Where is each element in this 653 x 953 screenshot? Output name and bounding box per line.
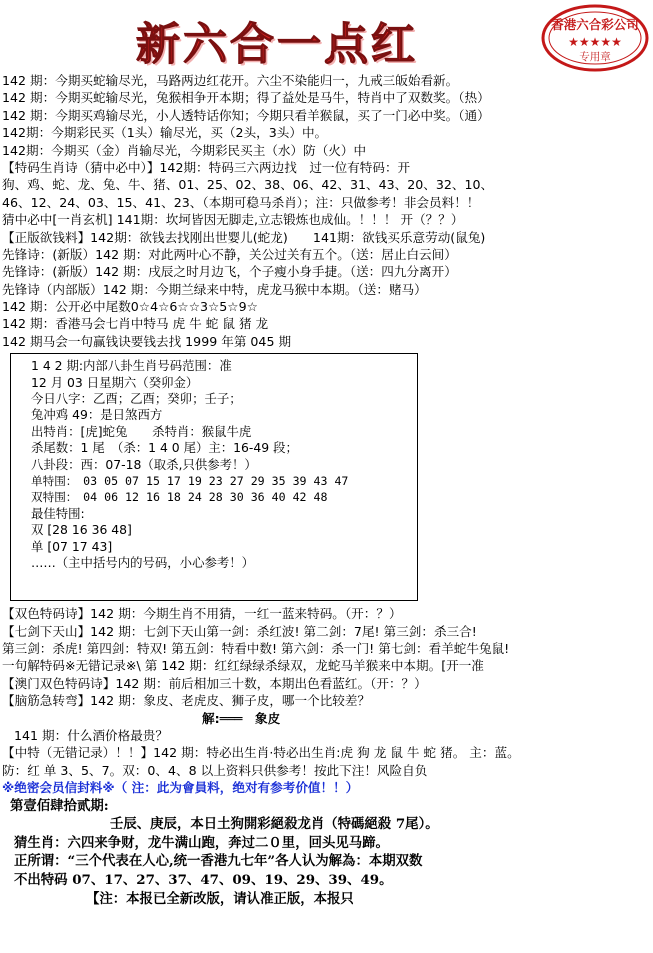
box-line: 今日八字：乙酉；乙酉；癸卯；壬子； [31, 391, 242, 407]
text-line: 先锋诗（内部版）142 期：今期兰绿来中特，虎龙马猴中本期。（送：赌马） [2, 281, 427, 297]
text-line: 142 期马会一句赢钱诀要钱去找 1999 年第 045 期 [2, 333, 292, 349]
content [2, 72, 651, 908]
footer-section [2, 797, 651, 909]
footer-line: 壬辰、庚辰，本日土狗開彩絕殺龙肖（特碼絕殺 7尾）。 [110, 816, 439, 833]
text-line: 【七剑下天山】142 期：七剑下天山第一剑：杀红波! 第二剑：7尾! 第三剑：杀三合! [2, 623, 477, 639]
text-line: 142 期：今期买蛇输尽光，兔猴相争开本期；得了益处是马牛，特肖中了双数奖。（热） [2, 90, 490, 106]
box-line: 单特围： 03 05 07 15 17 19 23 27 29 35 39 43 47 [31, 473, 349, 488]
footer-line: 不出特码 07、17、27、37、47、09、19、29、39、49。 [14, 871, 393, 888]
text-line: 猜中必中[一肖玄机] 141期：坎坷皆因无脚走,立志锻炼也成仙。！！！ 开（？？） [2, 212, 464, 228]
text-line: 第三剑：杀虎! 第四剑：特双! 第五剑：特看中数! 第六剑：杀一门! 第七剑：看羊蛇牛兔鼠! [2, 641, 510, 657]
box-line: 12 月 03 日星期六（癸卯金） [31, 374, 199, 390]
member-notice: ※绝密会员信封料※（ 注：此为會員料，绝对有参考价值！！） [2, 780, 359, 796]
svg-text:★★★★★: ★★★★★ [568, 35, 622, 49]
page-title: 新六合一点红 [136, 19, 418, 70]
text-line: 142 期：公开必中尾数0☆4☆6☆☆3☆5☆9☆ [2, 299, 258, 315]
box-line: 单 [07 17 43] [31, 538, 113, 554]
footer-line: 猜生肖：六四来争财，龙牛满山跑，奔过二０里，回头见马蹄。 [14, 834, 389, 851]
text-line: 【脑筋急转弯】142 期：象皮、老虎皮、狮子皮，哪一个比较差？ [2, 693, 371, 709]
box-line: 双 [28 16 36 48] [31, 522, 132, 538]
footer-line: 第壹佰肆拾贰期: [10, 797, 109, 814]
box-line: 杀尾数：1 尾 （杀：1 4 0 尾）主：16-49 段； [31, 440, 298, 456]
text-line: 一句解特码※无错记录※\ 第 142 期：红红绿绿杀绿双，龙蛇马羊猴来中本期。[开一准 [2, 658, 484, 674]
text-line: 【正版欲钱料】142期：欲钱去找刚出世婴儿(蛇龙) 141期：欲钱买乐意劳动(鼠兔) [2, 229, 486, 245]
text-line: 142期：今期买（金）肖输尽光，今期彩民买主（水）防（火）中 [2, 142, 367, 158]
box-line: 八卦段：西：07-18（取杀,只供参考！） [31, 456, 257, 472]
text-line: 【中特（无错记录）！！】142 期：特必出生肖·特必出生肖:虎 狗 龙 鼠 牛 蛇 猪。 主：蓝。 [2, 745, 520, 761]
text-line: 【特码生肖诗（猜中必中）】142期：特码三六两边找 过一位有特码：开 [2, 159, 411, 175]
text-line: 先锋诗：(新版）142 期：戌辰之时月边飞，个子瘦小身手捷。（送：四九分离开） [2, 264, 457, 280]
riddle-answer: 解:═══ 象皮 [202, 710, 281, 726]
text-line: 142 期：香港马会七肖中特马 虎 牛 蛇 鼠 猪 龙 [2, 316, 269, 332]
header [0, 0, 653, 72]
text-line: 【澳门双色特码诗】142 期：前后相加三十数，本期出色看蓝红。（开：？） [2, 675, 427, 691]
svg-text:专用章: 专用章 [579, 51, 611, 63]
text-line: 142 期：今期买蛇输尽光，马路两边红花开。六尘不染能归一，九戒三皈始看新。 [2, 73, 459, 88]
text-line: 142 期：今期买鸡输尽光，小人透特话你知；今期只看羊猴鼠，买了一门必中奖。（通） [2, 107, 490, 123]
footer-line: 正所谓：“三个代表在人心,统一香港九七年”各人认为解為：本期双数 [14, 853, 423, 870]
text-line: 狗、鸡、蛇、龙、兔、牛、猪、01、25、02、38、06、42、31、43、20、32、10、 [2, 177, 494, 193]
bagua-range-box [10, 353, 418, 601]
text-line: 先锋诗：(新版）142 期：对此两叶心不静，关公过关有五个。（送：居止白云间） [2, 246, 457, 262]
text-line: 142期：今期彩民买（1头）输尽光，买（2头，3头）中。 [2, 125, 328, 141]
text-line: 141 期：什么酒价格最贵？ [14, 727, 168, 743]
text-line: 防：红 单 3、5、7。双：0、4、8 以上资料只供参考！按此下注！风险自负 [2, 762, 428, 778]
footer-line: 【注：本报已全新改版，请认准正版，本报只 [86, 890, 354, 907]
box-line: 出特肖：[虎]蛇兔 杀特肖：猴鼠牛虎 [31, 423, 252, 439]
text-line: 【双色特码诗】142 期：今期生肖不用猜，一红一蓝来特码。（开：？） [2, 606, 402, 622]
box-line: 双特围： 04 06 12 16 18 24 28 30 36 40 42 48 [31, 490, 328, 505]
official-seal [540, 2, 650, 74]
box-line: 1 4 2 期:内部八卦生肖号码范围：准 [31, 358, 232, 374]
text-line: 46、12、24、03、15、41、23、（本期可稳马杀肖）；注：只做参考！非会员料！！ [2, 194, 480, 210]
box-line: ……（主中括号内的号码，小心参考！） [31, 554, 255, 570]
svg-text:香港六合彩公司: 香港六合彩公司 [551, 17, 639, 32]
box-line: 最佳特围: [31, 505, 85, 521]
box-line: 兔冲鸡 49：是日煞西方 [31, 407, 163, 423]
